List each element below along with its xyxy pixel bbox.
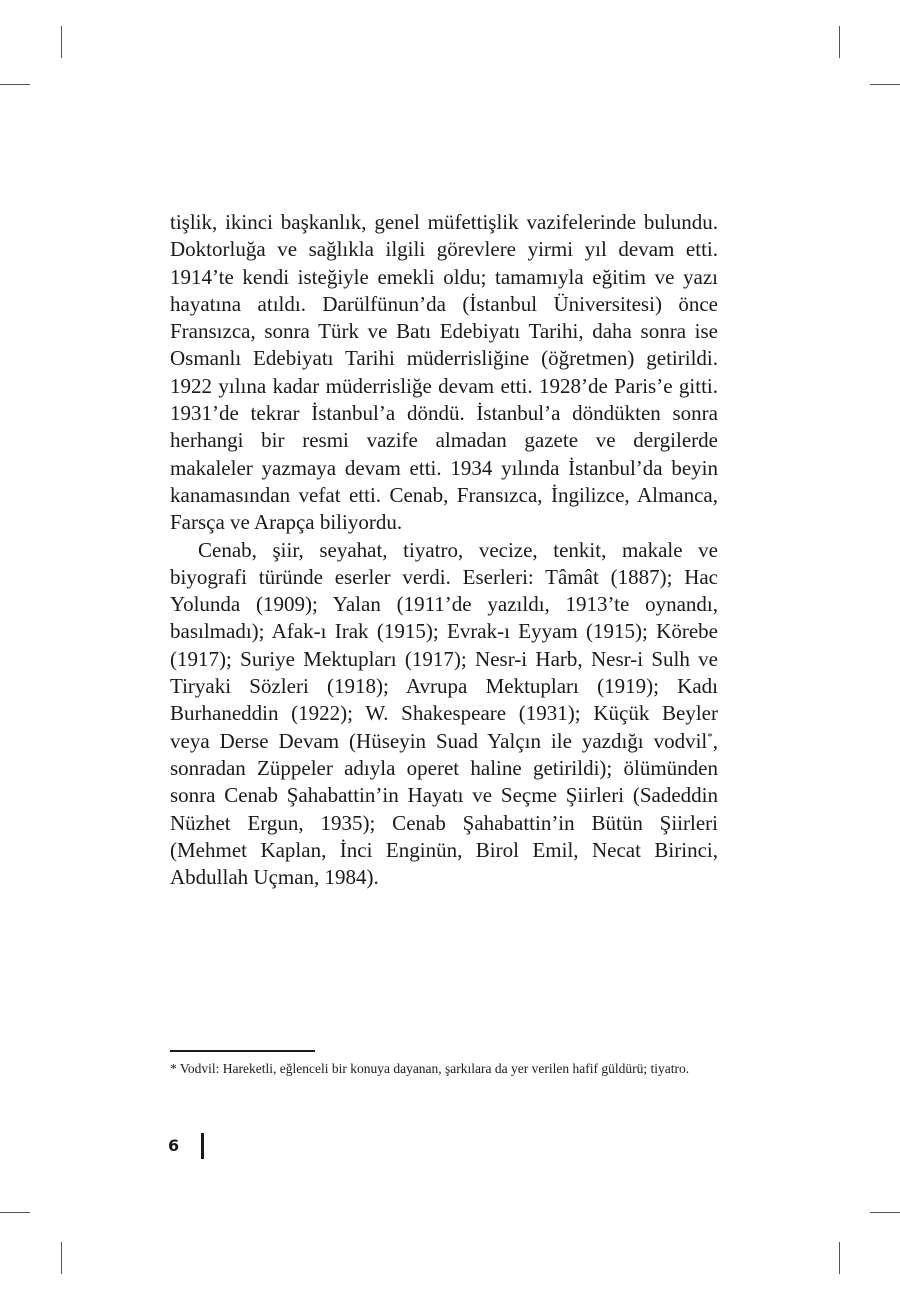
- paragraph-works-part-1: Cenab, şiir, seyahat, tiyatro, vecize, tenkit, makale ve biyografi türünde eserler verdi. Eserleri: Tâmât (1887); Hac Yolunda (1909); Yalan (1911’de yazıldı, 1913’te oynandı, basılmadı); Afak-ı Irak (1915); Evrak-ı Eyyam (1915); Körebe (1917); Suriye Mektupları (1917); Nesr-i Harb, Nesr-i Sulh ve Tiryaki Sözleri (1918); Avrupa Mektupları (1919); Kadı Burhaneddin (1922); W. Shakespeare (1931); Küçük Beyler veya Derse Devam (Hüseyin Suad Yalçın ile yazdığı vodvil: [170, 537, 718, 753]
- footnote-reference-marker: *: [707, 730, 713, 743]
- paragraph-works: [170, 537, 718, 892]
- crop-mark-bottom-right-horizontal: [870, 1212, 900, 1213]
- footnote-separator: [170, 1050, 315, 1052]
- crop-mark-top-left-horizontal: [0, 84, 30, 85]
- crop-mark-bottom-left-horizontal: [0, 1212, 30, 1213]
- paragraph-biography: tişlik, ikinci başkanlık, genel müfettişlik vazifelerinde bulundu. Doktorluğa ve sağlıkla ilgili görevlere yirmi yıl devam etti. 1914’te kendi isteğiyle emekli oldu; tamamıyla eğitim ve yazı hayatına atıldı. Darülfünun’da (İstanbul Üniversitesi) önce Fransızca, sonra Türk ve Batı Edebiyatı Tarihi, daha sonra ise Osmanlı Edebiyatı Tarihi müderrisliğine (öğretmen) getirildi. 1922 yılına kadar müderrisliğe devam etti. 1928’de Paris’e gitti. 1931’de tekrar İstanbul’a döndü. İstanbul’a döndükten sonra herhangi bir resmi vazife almadan gazete ve dergilerde makaleler yazmaya devam etti. 1934 yılında İstanbul’da beyin kanamasından vefat etti. Cenab, Fransızca, İngilizce, Almanca, Farsça ve Arapça biliyordu.: [170, 210, 718, 535]
- paragraph-works-part-2: , sonradan Züppeler adıyla operet haline getirildi); ölümünden sonra Cenab Şahabattin’in Hayatı ve Seçme Şiirleri (Sadeddin Nüzhet Ergun, 1935); Cenab Şahabattin’in Bütün Şiirleri (Mehmet Kaplan, İnci Enginün, Birol Emil, Necat Birinci, Abdullah Uçman, 1984).: [170, 728, 718, 890]
- page-number-bar: [201, 1133, 204, 1159]
- crop-mark-top-right-vertical: [839, 26, 840, 58]
- body-text: [170, 209, 718, 891]
- crop-mark-bottom-left-vertical: [61, 1242, 62, 1274]
- page-number: 6: [168, 1136, 180, 1155]
- crop-mark-top-left-vertical: [61, 26, 62, 58]
- footnote: * Vodvil: Hareketli, eğlenceli bir konuya dayanan, şarkılara da yer verilen hafif güldürü; tiyatro.: [170, 1061, 690, 1076]
- crop-mark-top-right-horizontal: [870, 84, 900, 85]
- crop-mark-bottom-right-vertical: [839, 1242, 840, 1274]
